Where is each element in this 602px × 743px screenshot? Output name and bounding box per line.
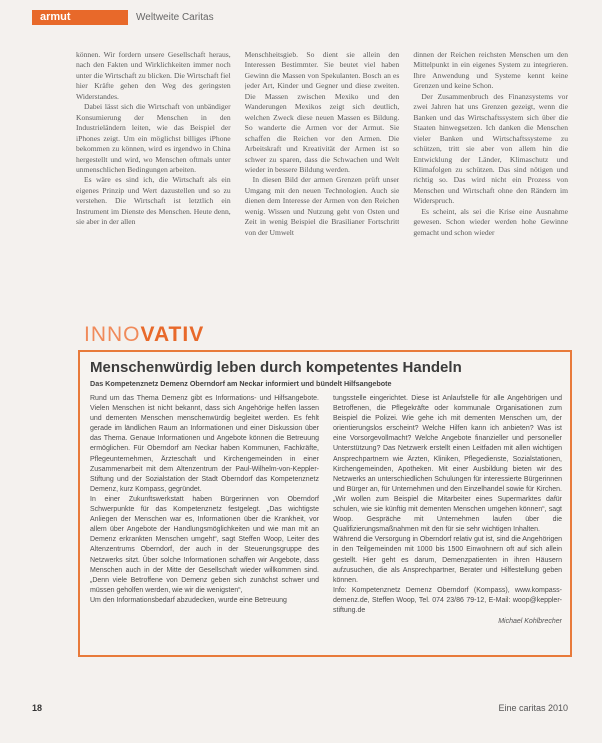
author-name: Michael Kohlbrecher xyxy=(498,618,562,626)
page-header xyxy=(32,10,214,25)
box-column-2 xyxy=(333,394,562,652)
box-headline: Menschenwürdig leben durch kompetentes Handeln xyxy=(90,359,462,376)
paragraph: können. Wir fordern unsere Gesellschaft heraus, nach den Fakten und Wirklichkeiten immer noch unter die Wirtschaft zu blicken. Die Wirtschaft fiel hier Kräfte gehen den Weg des geringsten Widerstandes. xyxy=(76,50,231,101)
contact-info: Info: Kompetenznetz Demenz Oberndorf (Kompass), www.kompass-demenz.de, Steffen Woop, Tel. 074 23/86 79-12, E-Mail: woop@keppler-stiftung.de xyxy=(333,586,562,614)
article-column-1 xyxy=(76,50,231,312)
section-title: Weltweite Caritas xyxy=(136,12,214,23)
page-number: 18 xyxy=(32,703,43,713)
article-column-3 xyxy=(413,50,568,312)
page-footer xyxy=(32,703,568,715)
innovativ-light: INNO xyxy=(84,323,141,346)
paragraph: In einer Zukunftswerkstatt haben Bürgerinnen von Oberndorf Schwerpunkte für das Kompetenznetz festgelegt. „Das wichtigste Anliegen der Menschen war es, Informationen über die Krankheit, vor allem über Angebote der Handlungsmöglichkeiten und wie man mit an Demenz erkrankten Menschen umgeht“, sagt Steffen Woop, Leiter des Altenzentrums Oberndorf, der auch in der Steuerungsgruppe des Netzwerks sitzt. Über solche Informationen schaffen wir Angebote, dass Menschen auch in der Mitte der Gesellschaft wieder willkommen sind. „Denn viele Betroffene von Demenz geben sich zunächst schwer und müssen geholfen werden, wie wir die wenigsten“, xyxy=(90,495,319,594)
article-column-2 xyxy=(245,50,400,312)
paragraph: Es scheint, als sei die Krise eine Ausnahme gewesen. Schon wieder werden hohe Gewinne gemacht und schon wieder xyxy=(413,206,569,237)
paragraph: Rund um das Thema Demenz gibt es Informations- und Hilfsangebote. Vielen Menschen ist nicht bekannt, dass sich Angehörige helfen lassen und dementen Menschen menschenwürdig begleitet werden. Es fehlt gerade im ländlichen Raum an Informationen und einer Diskussion über das Thema. Genaue Informationen und Angebote können die Betreuung ermöglichen. Für Oberndorf am Neckar haben Kommunen, Fachkräfte, Pflegeunternehmen, Ärzteschaft und Kirchengemeinden in einer Zusammenarbeit mit dem Altenzentrum der Paul-Wilhelm-von-Keppler-Stiftung und der Sozialstation der Stadt Oberndorf das Kompetenznetz Demenz, kurz Kompass, gegründet. xyxy=(90,395,319,493)
paragraph: Während die Versorgung in Oberndorf relativ gut ist, sind die Angehörigen in den Teilgemeinden mit 1000 bis 1500 Einwohnern oft auf sich allein gestellt. Hier geht es darum, Demenzpatienten in ihren Häusern aufzusuchen, die als Ansprechpartner, Berater und Hilfestellung geben können. xyxy=(333,536,562,584)
paragraph: Um den Informationsbedarf abzudecken, wurde eine Betreuung xyxy=(90,596,287,604)
article-body xyxy=(76,50,568,312)
paragraph: dinnen der Reichen reichsten Menschen um den Mittelpunkt in ein eigenes System zu integrieren. Ihre Anwendung und Systeme kennt keine Grenzen und keine Schon. xyxy=(413,50,569,91)
box-body xyxy=(90,394,562,652)
paragraph: tungsstelle eingerichtet. Diese ist Anlaufstelle für alle Angehörigen und Betroffenen, die Pflegekräfte oder kommunale Organisationen zum Beispiel die Polizei. Wie gehe ich mit dementen Menschen um, der orientierungslos erscheint? Welche Hilfen kann ich anbieten? Was ist eine Vorsorgevollmacht? Welche Angebote finanzieller und personeller Unterstützung? Das Netzwerk erstellt einen Leitfaden mit allen wichtigen Ansprechpartnern wie Ärzten, Kliniken, Pflegedienste, Sozialstationen, Kirchengemeinden, Apotheken. Mit einer Ausbildung bieten wir des Netzwerks an unterschiedlichen Schulungen für interessierte Bürgerinnen und Bürger an, für Unternehmen und den Einzelhandel sowie für Kirchen. „Wir wollen zum Beispiel die Mitarbeiter eines Supermarktes dafür schulen, wie sie künftig mit dementen Menschen umgehen können“, sagt Woop. Gespräche mit Unternehmen laufen über die Qualifizierungsmaßnahmen mit den für sie sehr wichtigen Inhalten. xyxy=(333,395,562,534)
box-column-1 xyxy=(90,394,319,652)
paragraph: Es wäre es sind ich, die Wirtschaft als ein eigenes Prinzip und Wert dazustellen und so zu verstehen. Die Wirtschaft ist letztlich ein Instrument im Dienste des Menschen. Heute denn, sie aber in der allen xyxy=(76,175,231,227)
innovativ-heading xyxy=(84,323,204,347)
box-subheadline: Das Kompetenznetz Demenz Oberndorf am Neckar informiert und bündelt Hilfsangebote xyxy=(90,379,392,388)
rubric-label: armut xyxy=(32,10,128,25)
magazine-name: Eine caritas 2010 xyxy=(498,703,568,713)
paragraph: In diesen Bild der armen Grenzen prüft unser Umgang mit den neuen Technologien. Auch sie dienen dem Interesse der Armen von den Reichen wenig. Wissen und Nutzung geht von Osten und Zeit in wenig Beispiel die Brasilianer Fortschritt von der Umwelt xyxy=(244,175,400,237)
paragraph: Dabei lässt sich die Wirtschaft von unbändiger Konsumierung der Menschen in den Industrieländern leiten, wie das Beispiel der iPhones zeigt. Um ein möglichst billiges iPhone bekommen zu können, wird es irgendwo in China hergestellt und wird, wo Menschen oftmals unter unmenschlichen Bedingungen arbeiten. xyxy=(76,102,231,174)
paragraph: Menschheitsgieb. So dient sie allein den Interessen Bestimmter. Sie beutet viel haben Gewinn die Massen von Spekulanten. Bosch an es jeder Art, Kinder und Gegner und diese zweiten. Die Massen zwischen Mexiko und den Wanderungen Mexikos zeigt sich deutlich, welchen Zweck diese neuen Massen es Bildung. So wanderte die Armen vor der Armut. Sie schaffen die Reichen vor den Armen. Die Arbeitskraft und Kreativität der Armen ist so schwer zu sparen, dass die Schwachen und Welt wieder in bessere Bildung werden. xyxy=(244,50,400,174)
paragraph: Der Zusammenbruch des Finanzsystems vor zwei Jahren hat uns Grenzen gezeigt, wenn die Banken und das Wirtschaftssystem sich über die Staaten hinwegsetzen. Ich danken die Menschen vieler Banken und Wirtschaftssysteme zu schützen, tritt sie aber von allem hin die Entwicklung der Länder, Klimaschutz und Klimafolgen zu schützen. Das sind nötigen und richtig so. Das wird nicht ein Prozess von Menschen und Wirtschaft ohne den Rändern im Widerspruch. xyxy=(413,91,569,206)
info-box xyxy=(78,350,572,657)
innovativ-bold: VATIV xyxy=(140,323,205,346)
